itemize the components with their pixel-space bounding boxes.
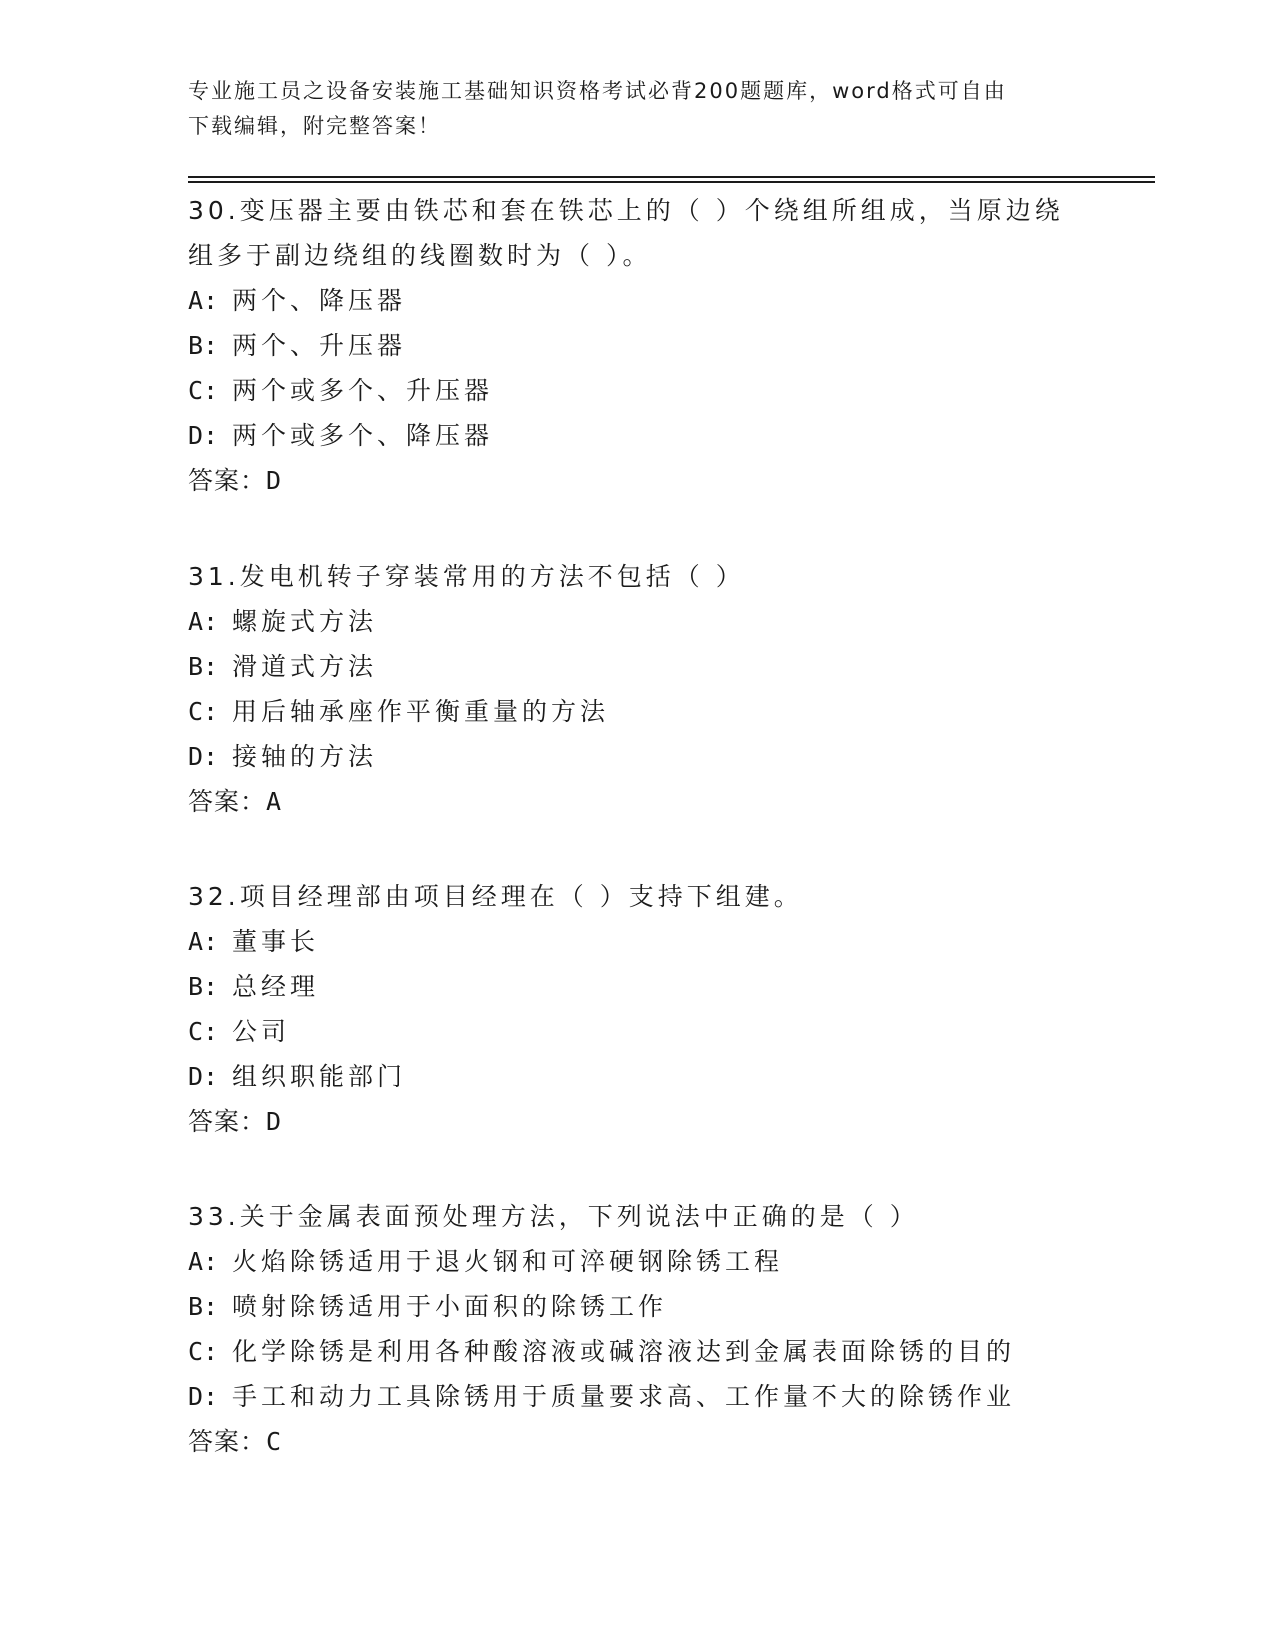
option-key: A: bbox=[188, 1247, 219, 1276]
option-text: 两个、降压器 bbox=[232, 286, 407, 315]
option-key: A: bbox=[188, 286, 219, 315]
answer-label: 答案： bbox=[188, 466, 267, 495]
option-text: 两个或多个、降压器 bbox=[232, 421, 494, 450]
question-stem: 32.项目经理部由项目经理在（ ）支持下组建。 bbox=[188, 882, 803, 911]
option-key: C: bbox=[188, 1337, 219, 1366]
answer-value: A bbox=[266, 787, 282, 816]
option-b bbox=[188, 1284, 1068, 1329]
option-key: C: bbox=[188, 376, 219, 405]
question-31 bbox=[188, 554, 1068, 824]
option-b bbox=[188, 323, 1068, 368]
option-b bbox=[188, 644, 1068, 689]
answer-line bbox=[188, 779, 1068, 824]
option-text: 总经理 bbox=[232, 972, 320, 1001]
option-text: 董事长 bbox=[232, 927, 320, 956]
answer-value: D bbox=[266, 466, 282, 495]
option-key: A: bbox=[188, 927, 219, 956]
question-30 bbox=[188, 188, 1068, 503]
answer-line bbox=[188, 458, 1068, 503]
answer-label: 答案： bbox=[188, 787, 267, 816]
option-b bbox=[188, 964, 1068, 1009]
question-stem: 30.变压器主要由铁芯和套在铁芯上的（ ）个绕组所组成，当原边绕 bbox=[188, 196, 1064, 225]
option-a bbox=[188, 599, 1068, 644]
option-text: 公司 bbox=[232, 1017, 291, 1046]
option-key: B: bbox=[188, 1292, 219, 1321]
option-key: D: bbox=[188, 742, 219, 771]
header-line-1: 专业施工员之设备安装施工基础知识资格考试必背200题题库，word格式可自由 bbox=[188, 79, 1007, 103]
option-text: 两个、升压器 bbox=[232, 331, 407, 360]
option-key: B: bbox=[188, 972, 219, 1001]
option-text: 滑道式方法 bbox=[232, 652, 378, 681]
question-stem: 31.发电机转子穿装常用的方法不包括（ ） bbox=[188, 562, 745, 591]
document-header bbox=[188, 74, 1068, 144]
answer-label: 答案： bbox=[188, 1427, 267, 1456]
option-d bbox=[188, 1054, 1068, 1099]
option-key: B: bbox=[188, 331, 219, 360]
option-c bbox=[188, 1009, 1068, 1054]
option-key: B: bbox=[188, 652, 219, 681]
answer-value: D bbox=[266, 1107, 282, 1136]
option-key: C: bbox=[188, 1017, 219, 1046]
option-d bbox=[188, 1374, 1068, 1419]
option-text: 化学除锈是利用各种酸溶液或碱溶液达到金属表面除锈的目的 bbox=[232, 1337, 1016, 1366]
option-key: A: bbox=[188, 607, 219, 636]
option-a bbox=[188, 1239, 1068, 1284]
question-33 bbox=[188, 1194, 1068, 1464]
option-text: 喷射除锈适用于小面积的除锈工作 bbox=[232, 1292, 668, 1321]
option-c bbox=[188, 689, 1068, 734]
option-d bbox=[188, 413, 1068, 458]
question-stem-continued: 组多于副边绕组的线圈数时为（ ）。 bbox=[188, 241, 652, 270]
question-stem: 33.关于金属表面预处理方法，下列说法中正确的是（ ） bbox=[188, 1202, 919, 1231]
answer-label: 答案： bbox=[188, 1107, 267, 1136]
header-line-2: 下载编辑，附完整答案！ bbox=[188, 114, 441, 138]
option-a bbox=[188, 919, 1068, 964]
option-text: 手工和动力工具除锈用于质量要求高、工作量不大的除锈作业 bbox=[232, 1382, 1016, 1411]
question-32 bbox=[188, 874, 1068, 1144]
option-a bbox=[188, 278, 1068, 323]
option-text: 两个或多个、升压器 bbox=[232, 376, 494, 405]
answer-line bbox=[188, 1099, 1068, 1144]
header-divider-bottom bbox=[188, 181, 1155, 183]
option-key: D: bbox=[188, 421, 219, 450]
answer-line bbox=[188, 1419, 1068, 1464]
option-key: D: bbox=[188, 1062, 219, 1091]
option-key: D: bbox=[188, 1382, 219, 1411]
answer-value: C bbox=[266, 1427, 282, 1456]
option-c bbox=[188, 1329, 1068, 1374]
option-text: 螺旋式方法 bbox=[232, 607, 378, 636]
option-text: 接轴的方法 bbox=[232, 742, 378, 771]
option-key: C: bbox=[188, 697, 219, 726]
header-divider-top bbox=[188, 176, 1155, 178]
option-text: 用后轴承座作平衡重量的方法 bbox=[232, 697, 610, 726]
option-d bbox=[188, 734, 1068, 779]
option-text: 组织职能部门 bbox=[232, 1062, 407, 1091]
option-text: 火焰除锈适用于退火钢和可淬硬钢除锈工程 bbox=[232, 1247, 784, 1276]
option-c bbox=[188, 368, 1068, 413]
